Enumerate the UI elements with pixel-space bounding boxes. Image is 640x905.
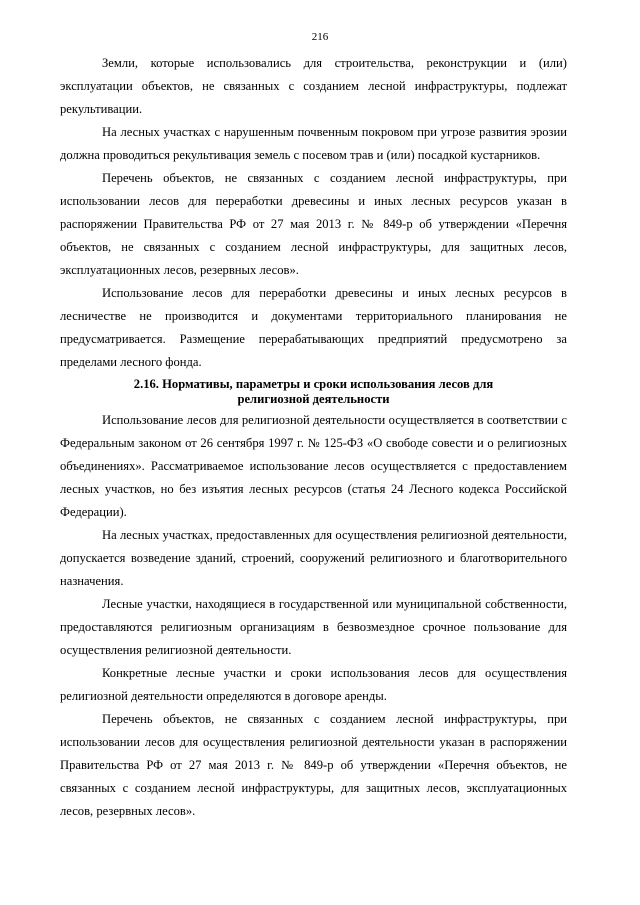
section-heading-line-2: религиозной деятельности xyxy=(237,392,390,406)
paragraph-free-use: Лесные участки, находящиеся в государственной или муниципальной собственности, предоставляются религиозным организациям в безвозмездное срочное пользование для осуществления религиозной деятельности. xyxy=(60,597,567,657)
page-number: 216 xyxy=(311,31,329,43)
paragraph-objects-list-religious: Перечень объектов, не связанных с созданием лесной инфраструктуры, при использовании лесов для осуществления религиозной деятельности указан в распоряжении Правительства РФ от 27 мая 2013 г. № 849-р об утверждении «Перечня объектов, не связанных с созданием лесной инфраструктуры, для защитных лесов, эксплуатационных лесов, резервных лесов». xyxy=(60,712,567,818)
paragraph-recultivation-lands: Земли, которые использовались для строительства, реконструкции и (или) эксплуатации объектов, не связанных с созданием лесной инфраструктуры, подлежат рекультивации. xyxy=(60,56,567,116)
document-body xyxy=(60,52,567,823)
paragraph-religious-buildings: На лесных участках, предоставленных для осуществления религиозной деятельности, допускается возведение зданий, строений, сооружений религиозного и благотворительного назначения. xyxy=(60,528,567,588)
paragraph-lease-terms: Конкретные лесные участки и сроки использования лесов для осуществления религиозной деятельности определяются в договоре аренды. xyxy=(60,666,567,703)
section-heading xyxy=(60,377,567,407)
paragraph-processing-not-performed: Использование лесов для переработки древесины и иных лесных ресурсов в лесничестве не производится и документами территориального планирования не предусматривается. Размещение перерабатывающих предприятий предусмотрено за пределами лесного фонда. xyxy=(60,286,567,369)
paragraph-erosion-recultivation: На лесных участках с нарушенным почвенным покровом при угрозе развития эрозии должна проводиться рекультивация земель с посевом трав и (или) посадкой кустарников. xyxy=(60,125,567,162)
paragraph-objects-list-processing: Перечень объектов, не связанных с созданием лесной инфраструктуры, при использовании лесов для переработки древесины и иных лесных ресурсов указан в распоряжении Правительства РФ от 27 мая 2013 г. № 849-р об утверждении «Перечня объектов, не связанных с созданием лесной инфраструктуры, для защитных лесов, эксплуатационных лесов, резервных лесов». xyxy=(60,171,567,277)
section-heading-line-1: 2.16. Нормативы, параметры и сроки использования лесов для xyxy=(133,377,494,391)
paragraph-religious-law: Использование лесов для религиозной деятельности осуществляется в соответствии с Федеральным законом от 26 сентября 1997 г. № 125-ФЗ «О свободе совести и о религиозных объединениях». Рассматриваемое использование лесов осуществляется с предоставлением лесных участков, но без изъятия лесных ресурсов (статья 24 Лесного кодекса Российской Федерации). xyxy=(60,413,567,519)
